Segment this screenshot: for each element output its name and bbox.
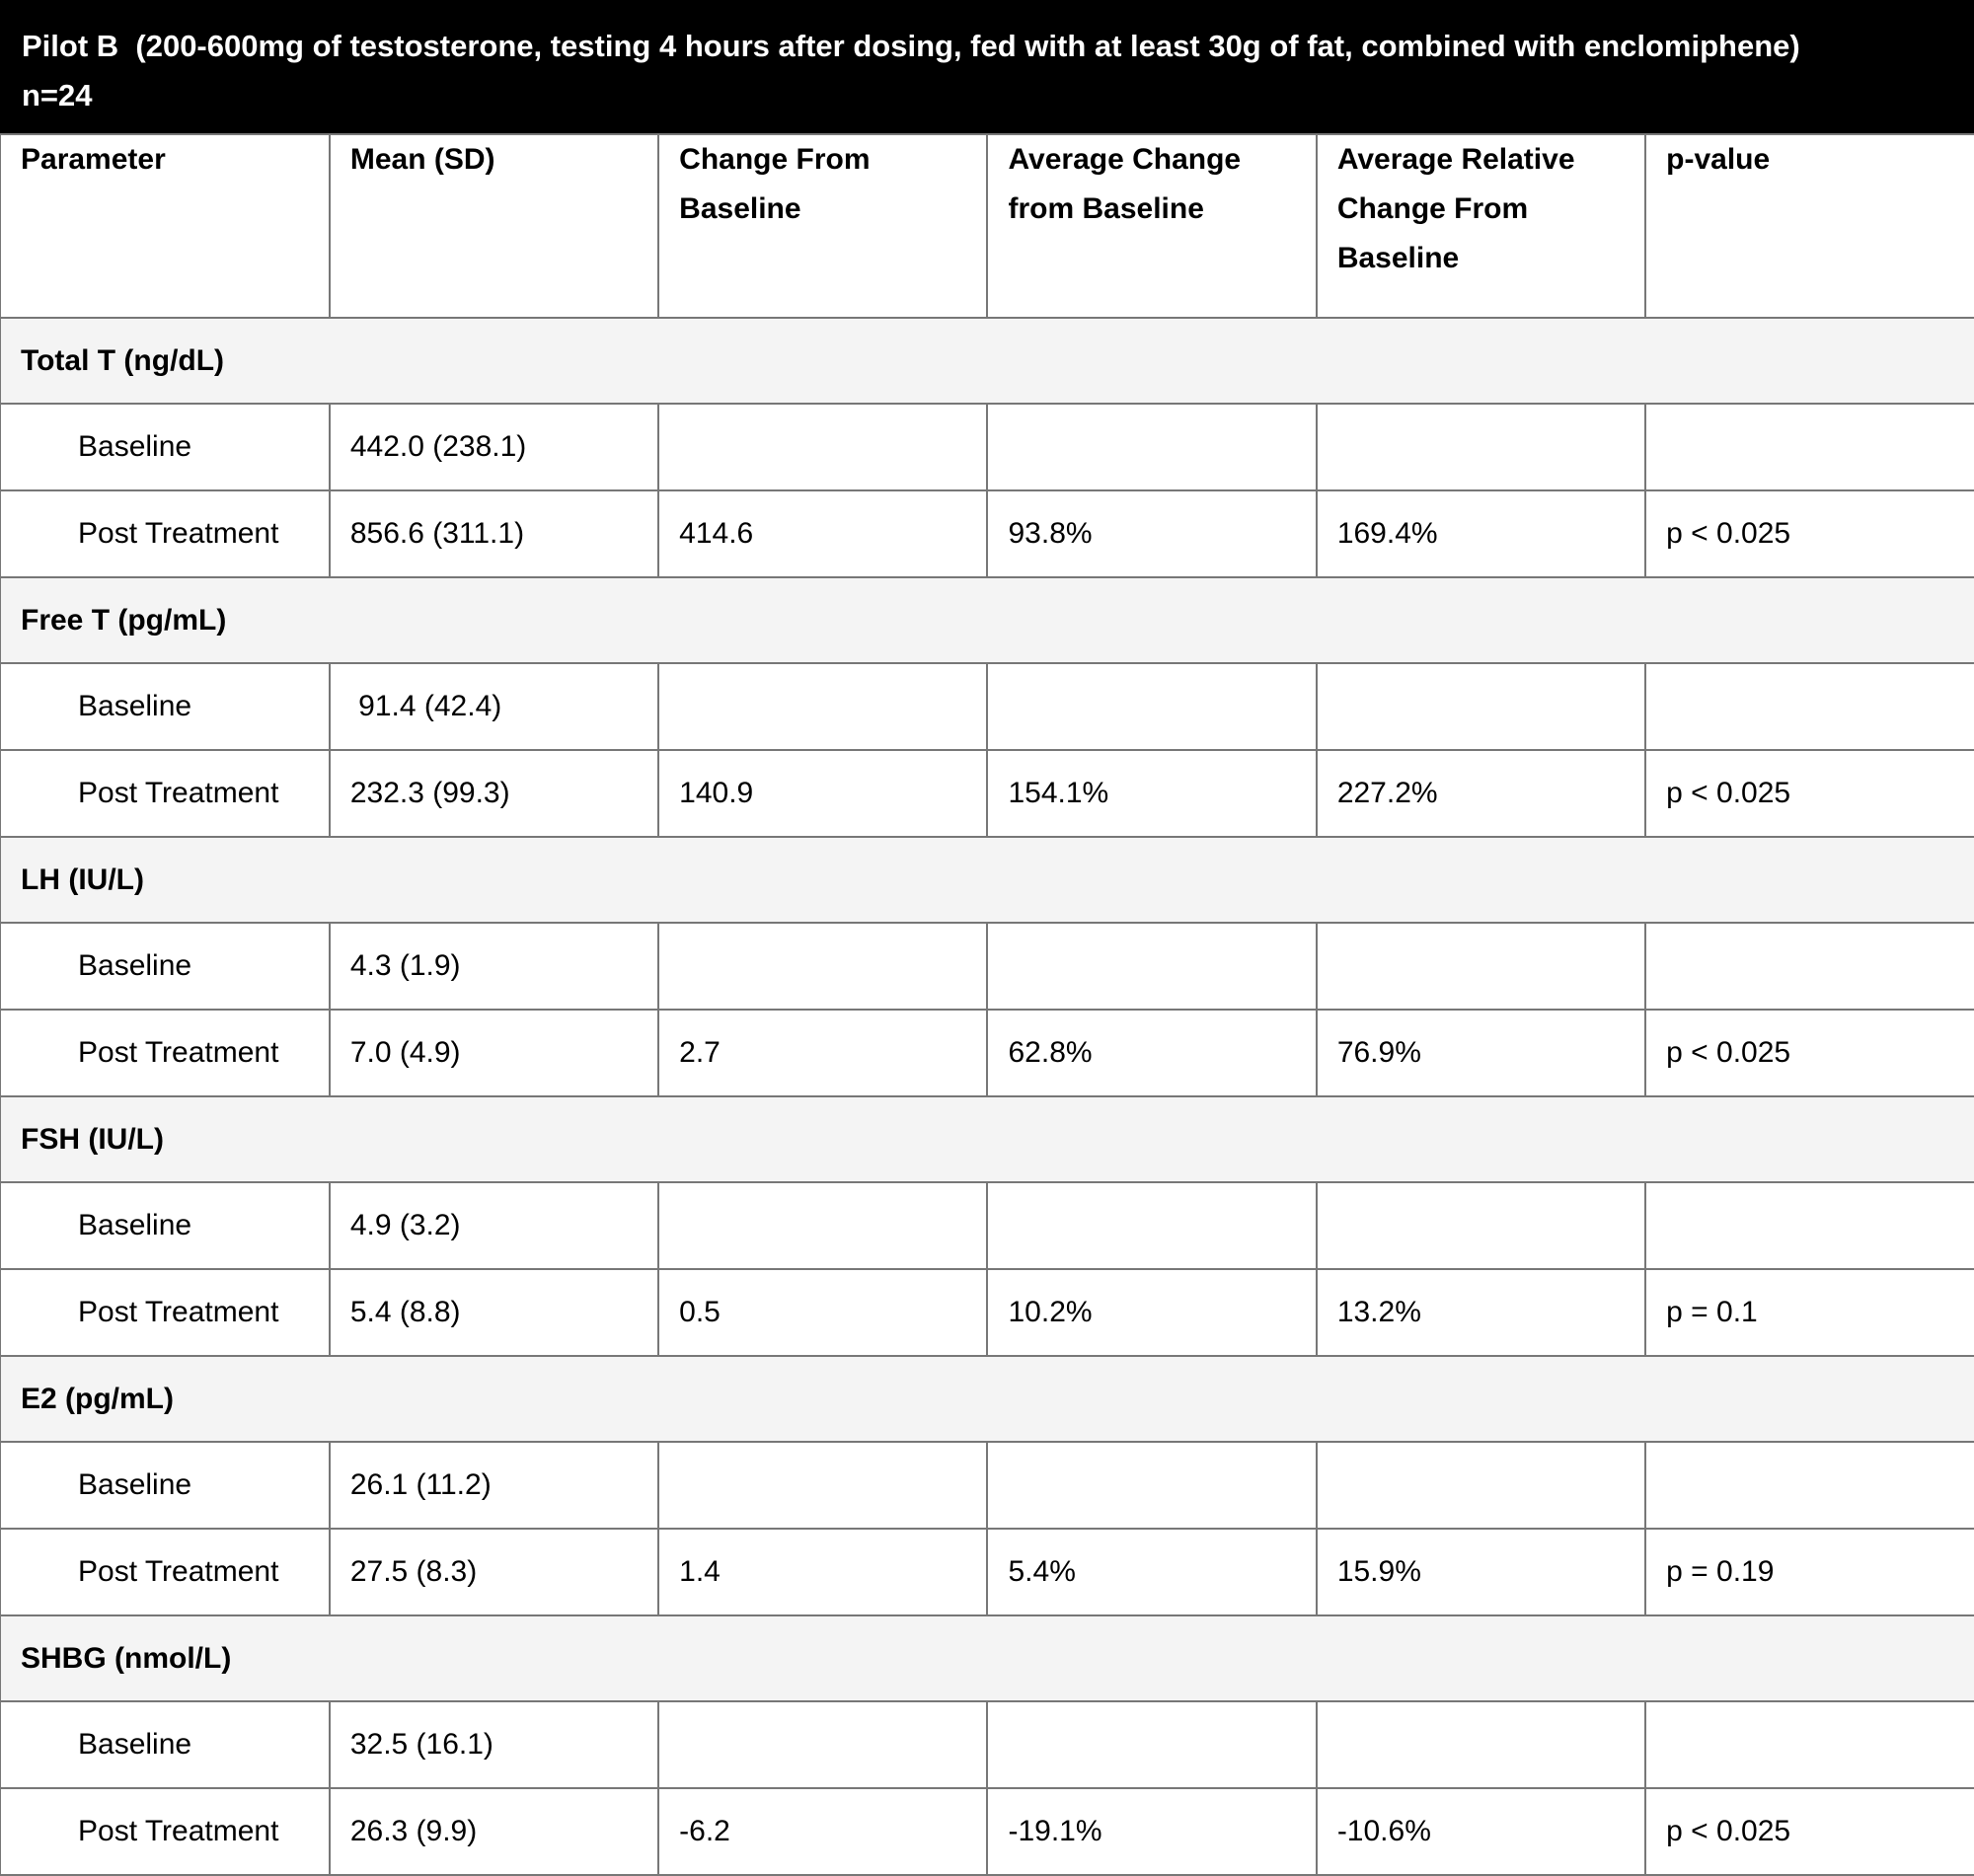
- group-name: Total T (ng/dL): [1, 318, 1974, 404]
- row-label: Post Treatment: [1, 750, 330, 837]
- avg-relative-change-cell: [1317, 1182, 1645, 1269]
- table-row: [1, 1788, 1974, 1875]
- table-row: [1, 1529, 1974, 1615]
- mean-sd-cell: 856.6 (311.1): [330, 490, 658, 577]
- mean-sd-cell: 26.1 (11.2): [330, 1442, 658, 1529]
- change-cell: -6.2: [658, 1788, 987, 1875]
- row-label: Post Treatment: [1, 1010, 330, 1096]
- header-row: [1, 135, 1974, 318]
- row-label: Baseline: [1, 1701, 330, 1788]
- column-header-avg-relative-change: Average Relative Change From Baseline: [1317, 135, 1645, 318]
- avg-change-cell: [987, 404, 1316, 490]
- avg-relative-change-cell: [1317, 404, 1645, 490]
- row-label: Post Treatment: [1, 1788, 330, 1875]
- mean-sd-cell: 26.3 (9.9): [330, 1788, 658, 1875]
- p-value-cell: [1645, 923, 1974, 1010]
- group-name: FSH (IU/L): [1, 1096, 1974, 1182]
- avg-change-cell: [987, 923, 1316, 1010]
- avg-change-cell: -19.1%: [987, 1788, 1316, 1875]
- table-row: [1, 1010, 1974, 1096]
- table-body: [1, 318, 1974, 1875]
- avg-relative-change-cell: [1317, 663, 1645, 750]
- mean-sd-cell: 4.9 (3.2): [330, 1182, 658, 1269]
- table-row: [1, 663, 1974, 750]
- p-value-cell: p < 0.025: [1645, 490, 1974, 577]
- change-cell: [658, 404, 987, 490]
- change-cell: [658, 923, 987, 1010]
- table-row: [1, 750, 1974, 837]
- row-label: Post Treatment: [1, 1269, 330, 1356]
- change-cell: [658, 663, 987, 750]
- p-value-cell: [1645, 663, 1974, 750]
- group-header-row: [1, 1096, 1974, 1182]
- change-cell: 1.4: [658, 1529, 987, 1615]
- p-value-cell: [1645, 1442, 1974, 1529]
- avg-change-cell: 5.4%: [987, 1529, 1316, 1615]
- avg-relative-change-cell: 13.2%: [1317, 1269, 1645, 1356]
- table-row: [1, 1182, 1974, 1269]
- row-label: Baseline: [1, 404, 330, 490]
- avg-change-cell: [987, 1442, 1316, 1529]
- mean-sd-cell: 5.4 (8.8): [330, 1269, 658, 1356]
- group-name: LH (IU/L): [1, 837, 1974, 923]
- avg-change-cell: [987, 663, 1316, 750]
- p-value-cell: [1645, 1701, 1974, 1788]
- avg-relative-change-cell: -10.6%: [1317, 1788, 1645, 1875]
- p-value-cell: p < 0.025: [1645, 1788, 1974, 1875]
- column-header-mean-sd: Mean (SD): [330, 135, 658, 318]
- mean-sd-cell: 232.3 (99.3): [330, 750, 658, 837]
- change-cell: [658, 1701, 987, 1788]
- row-label: Baseline: [1, 663, 330, 750]
- p-value-cell: [1645, 404, 1974, 490]
- group-header-row: [1, 318, 1974, 404]
- avg-relative-change-cell: [1317, 1442, 1645, 1529]
- avg-relative-change-cell: [1317, 1701, 1645, 1788]
- p-value-cell: p = 0.19: [1645, 1529, 1974, 1615]
- table-row: [1, 1269, 1974, 1356]
- p-value-cell: [1645, 1182, 1974, 1269]
- table-row: [1, 1701, 1974, 1788]
- column-header-p-value: p-value: [1645, 135, 1974, 318]
- avg-relative-change-cell: 227.2%: [1317, 750, 1645, 837]
- change-cell: [658, 1442, 987, 1529]
- table-title: [0, 0, 1974, 135]
- avg-relative-change-cell: 76.9%: [1317, 1010, 1645, 1096]
- group-name: SHBG (nmol/L): [1, 1615, 1974, 1701]
- change-cell: 0.5: [658, 1269, 987, 1356]
- table-row: [1, 490, 1974, 577]
- table-row: [1, 923, 1974, 1010]
- change-cell: [658, 1182, 987, 1269]
- avg-change-cell: [987, 1182, 1316, 1269]
- group-header-row: [1, 1356, 1974, 1442]
- column-header-avg-change: Average Change from Baseline: [987, 135, 1316, 318]
- results-table: [0, 135, 1974, 1876]
- row-label: Post Treatment: [1, 1529, 330, 1615]
- mean-sd-cell: 91.4 (42.4): [330, 663, 658, 750]
- avg-relative-change-cell: 15.9%: [1317, 1529, 1645, 1615]
- avg-relative-change-cell: 169.4%: [1317, 490, 1645, 577]
- change-cell: 414.6: [658, 490, 987, 577]
- p-value-cell: p = 0.1: [1645, 1269, 1974, 1356]
- group-header-row: [1, 1615, 1974, 1701]
- group-header-row: [1, 577, 1974, 663]
- group-header-row: [1, 837, 1974, 923]
- avg-change-cell: 10.2%: [987, 1269, 1316, 1356]
- row-label: Baseline: [1, 923, 330, 1010]
- mean-sd-cell: 32.5 (16.1): [330, 1701, 658, 1788]
- mean-sd-cell: 27.5 (8.3): [330, 1529, 658, 1615]
- column-header-parameter: Parameter: [1, 135, 330, 318]
- change-cell: 2.7: [658, 1010, 987, 1096]
- table-row: [1, 404, 1974, 490]
- row-label: Baseline: [1, 1182, 330, 1269]
- avg-change-cell: 62.8%: [987, 1010, 1316, 1096]
- p-value-cell: p < 0.025: [1645, 1010, 1974, 1096]
- mean-sd-cell: 7.0 (4.9): [330, 1010, 658, 1096]
- table-row: [1, 1442, 1974, 1529]
- group-name: Free T (pg/mL): [1, 577, 1974, 663]
- avg-relative-change-cell: [1317, 923, 1645, 1010]
- row-label: Baseline: [1, 1442, 330, 1529]
- avg-change-cell: 154.1%: [987, 750, 1316, 837]
- avg-change-cell: 93.8%: [987, 490, 1316, 577]
- p-value-cell: p < 0.025: [1645, 750, 1974, 837]
- avg-change-cell: [987, 1701, 1316, 1788]
- group-name: E2 (pg/mL): [1, 1356, 1974, 1442]
- title-study-description: Pilot B (200-600mg of testosterone, testing 4 hours after dosing, fed with at least 30g of fat, combined with enclomiphene): [22, 22, 1952, 71]
- mean-sd-cell: 4.3 (1.9): [330, 923, 658, 1010]
- column-header-change: Change From Baseline: [658, 135, 987, 318]
- change-cell: 140.9: [658, 750, 987, 837]
- title-sample-size: n=24: [22, 71, 1952, 120]
- mean-sd-cell: 442.0 (238.1): [330, 404, 658, 490]
- row-label: Post Treatment: [1, 490, 330, 577]
